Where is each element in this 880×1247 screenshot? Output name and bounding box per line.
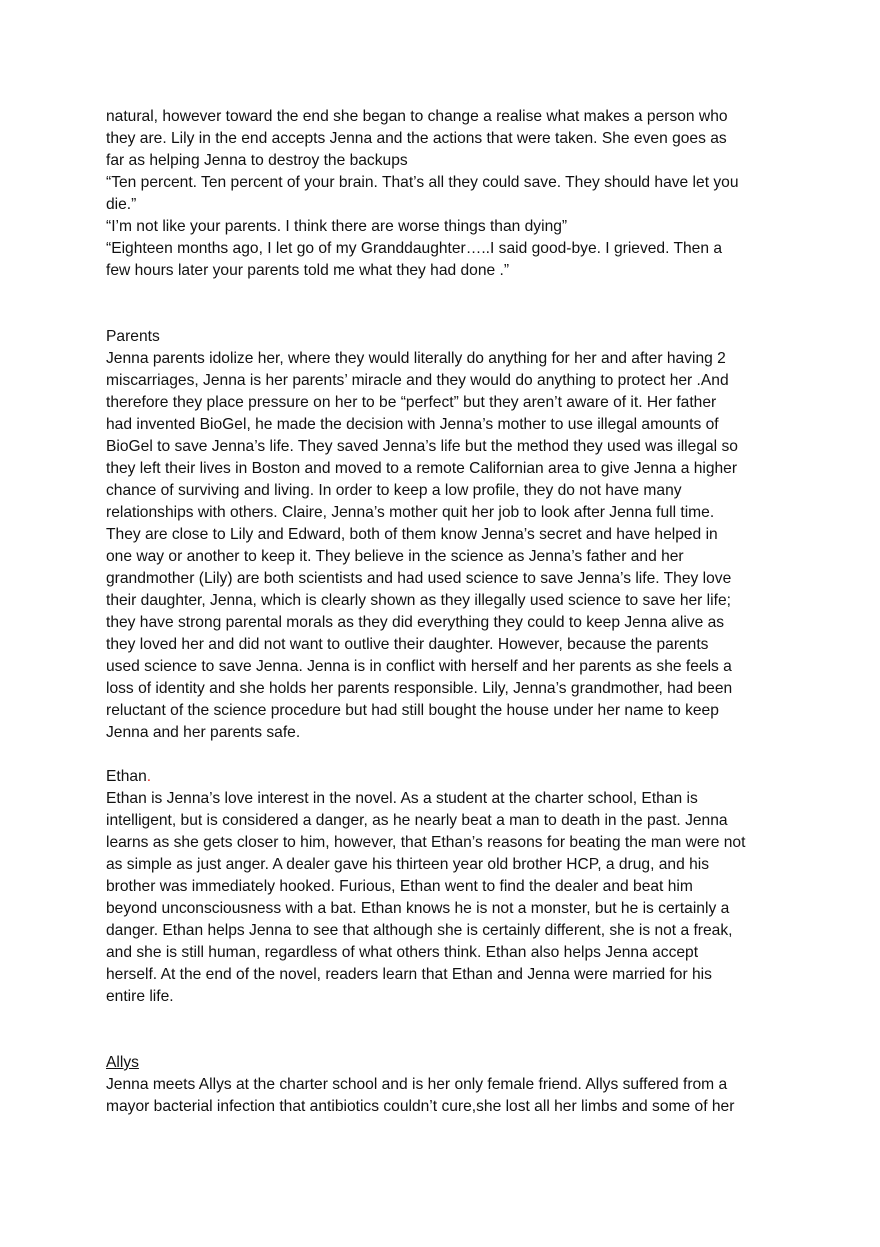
text-line: mayor bacterial infection that antibiotics couldn’t cure,she lost all her limbs and some of her xyxy=(106,1098,735,1115)
quote-line: “Eighteen months ago, I let go of my Granddaughter…..I said good-bye. I grieved. Then a xyxy=(106,240,723,257)
text-line: they have strong parental morals as they did everything they could to keep Jenna alive as xyxy=(106,614,725,631)
text-line: one way or another to keep it. They believe in the science as Jenna’s father and her xyxy=(106,548,684,565)
text-line: Jenna and her parents safe. xyxy=(106,724,301,741)
quote-line: few hours later your parents told me what they had done .” xyxy=(106,262,510,279)
text-line: Ethan is Jenna’s love interest in the novel. As a student at the charter school, Ethan is xyxy=(106,790,698,807)
text-line: their daughter, Jenna, which is clearly shown as they illegally used science to save her life; xyxy=(106,592,731,609)
text-line: they loved her and did not want to outlive their daughter. However, because the parents xyxy=(106,636,709,653)
text-line: therefore they place pressure on her to be “perfect” but they aren’t aware of it. Her father xyxy=(106,394,717,411)
text-line: beyond unconsciousness with a bat. Ethan knows he is not a monster, but he is certainly a xyxy=(106,900,730,917)
spacer xyxy=(106,1008,786,1052)
text-line: Jenna meets Allys at the charter school and is her only female friend. Allys suffered from a xyxy=(106,1076,728,1093)
text-line: herself. At the end of the novel, readers learn that Ethan and Jenna were married for his xyxy=(106,966,712,983)
text-line: They are close to Lily and Edward, both of them know Jenna’s secret and have helped in xyxy=(106,526,718,543)
quote-line: “Ten percent. Ten percent of your brain. That’s all they could save. They should have let you xyxy=(106,174,739,191)
text-line: BioGel to save Jenna’s life. They saved Jenna’s life but the method they used was illegal so xyxy=(106,438,738,455)
section-heading-ethan xyxy=(106,766,786,788)
text-line: reluctant of the science procedure but had still bought the house under her name to keep xyxy=(106,702,719,719)
quote-line: die.” xyxy=(106,196,137,213)
text-line: chance of surviving and living. In order to keep a low profile, they do not have many xyxy=(106,482,682,499)
text-line: natural, however toward the end she began to change a realise what makes a person who xyxy=(106,108,728,125)
text-line: they are. Lily in the end accepts Jenna and the actions that were taken. She even goes as xyxy=(106,130,727,147)
quote-line: “I’m not like your parents. I think there are worse things than dying” xyxy=(106,218,568,235)
section-heading-parents: Parents xyxy=(106,328,160,345)
text-line: used science to save Jenna. Jenna is in conflict with herself and her parents as she feels a xyxy=(106,658,732,675)
spacer xyxy=(106,744,786,766)
section-heading-allys xyxy=(106,1052,786,1074)
text-line: grandmother (Lily) are both scientists and had used science to save Jenna’s life. They love xyxy=(106,570,732,587)
text-line: they left their lives in Boston and moved to a remote Californian area to give Jenna a higher xyxy=(106,460,738,477)
text-line: danger. Ethan helps Jenna to see that although she is certainly different, she is not a freak, xyxy=(106,922,733,939)
text-line: had invented BioGel, he made the decision with Jenna’s mother to use illegal amounts of xyxy=(106,416,719,433)
allys-section xyxy=(106,1052,786,1118)
text-line: and she is still human, regardless of what others think. Ethan also helps Jenna accept xyxy=(106,944,699,961)
intro-section xyxy=(106,106,786,282)
heading-text: Allys xyxy=(106,1054,139,1071)
text-line: intelligent, but is considered a danger, as he nearly beat a man to death in the past. Jenna xyxy=(106,812,728,829)
text-line: entire life. xyxy=(106,988,174,1005)
text-line: miscarriages, Jenna is her parents’ miracle and they would do anything to protect her .And xyxy=(106,372,729,389)
document-body xyxy=(106,106,786,1118)
parents-section xyxy=(106,326,786,744)
spacer xyxy=(106,282,786,326)
text-line: Jenna parents idolize her, where they would literally do anything for her and after having 2 xyxy=(106,350,726,367)
text-line: loss of identity and she holds her parents responsible. Lily, Jenna’s grandmother, had been xyxy=(106,680,733,697)
text-line: brother was immediately hooked. Furious, Ethan went to find the dealer and beat him xyxy=(106,878,693,895)
text-line: learns as she gets closer to him, however, that Ethan’s reasons for beating the man were not xyxy=(106,834,746,851)
text-line: as simple as just anger. A dealer gave his thirteen year old brother HCP, a drug, and his xyxy=(106,856,710,873)
heading-red-mark: . xyxy=(146,768,152,785)
heading-text: Ethan xyxy=(106,768,147,785)
ethan-section xyxy=(106,766,786,1008)
text-line: relationships with others. Claire, Jenna’s mother quit her job to look after Jenna full time. xyxy=(106,504,715,521)
text-line: far as helping Jenna to destroy the backups xyxy=(106,152,408,169)
